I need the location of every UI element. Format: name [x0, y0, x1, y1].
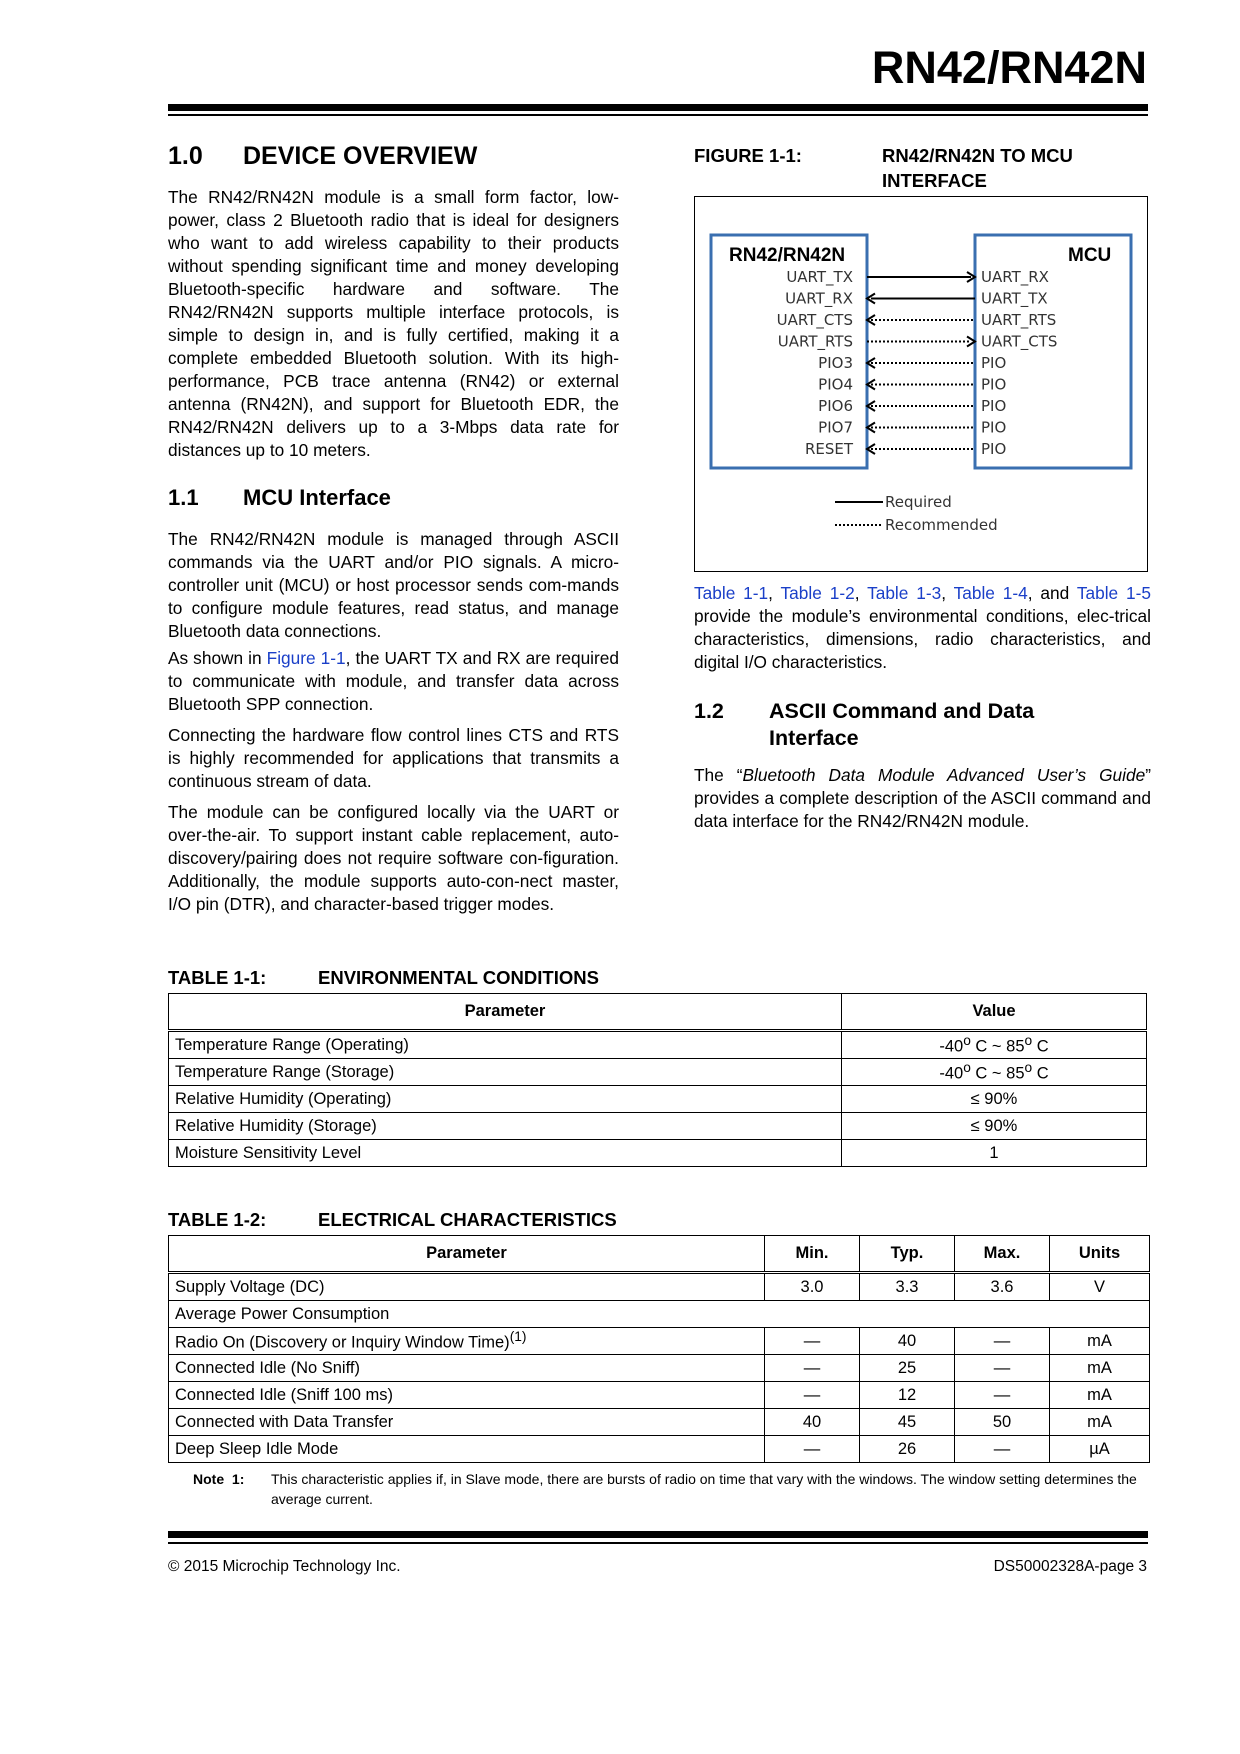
rn42-pin-label: PIO6 — [818, 397, 853, 415]
value-cell — [842, 1059, 1147, 1086]
header-rule-thin — [168, 114, 1148, 116]
figure-1-1-diagram — [694, 196, 1148, 572]
min-cell: — — [765, 1355, 860, 1382]
guide-title: Bluetooth Data Module Advanced User’s Guide — [742, 765, 1146, 785]
temp-unit: C — [1032, 1037, 1049, 1056]
interface-diagram — [695, 197, 1147, 571]
table-row — [169, 1301, 1150, 1328]
table-row — [169, 1113, 1147, 1140]
degree: o — [963, 1033, 971, 1049]
rn42-pin-label: PIO7 — [818, 418, 853, 437]
table-row — [169, 1436, 1150, 1463]
table-row — [169, 1409, 1150, 1436]
section-1-2-body — [694, 764, 1151, 833]
degree: o — [963, 1060, 971, 1076]
footer-copyright: © 2015 Microchip Technology Inc. — [168, 1558, 401, 1575]
rn42-pin-label: RESET — [804, 440, 853, 458]
section-1-1-heading — [168, 485, 391, 511]
table-1-5-link-a: Table 1- — [1076, 583, 1142, 603]
table-1-3-link[interactable]: Table 1-3 — [867, 583, 942, 603]
table-row — [169, 1086, 1147, 1113]
param-cell: Supply Voltage (DC) — [169, 1273, 765, 1301]
section-title: DEVICE OVERVIEW — [243, 142, 478, 170]
legend-recommended: Recommended — [885, 516, 998, 534]
body-text: The “ — [694, 765, 743, 785]
table-1-1-label: TABLE 1-1: — [168, 967, 267, 988]
mcu-pin-labels — [981, 268, 1057, 458]
header-max: Max. — [955, 1236, 1050, 1273]
footer-rule-thick — [168, 1531, 1148, 1538]
max-cell: — — [955, 1355, 1050, 1382]
table-header-row — [169, 994, 1147, 1031]
value-cell: ≤ 90% — [842, 1113, 1147, 1140]
table-1-4-link[interactable]: Table 1-4 — [953, 583, 1028, 603]
param-text: Radio On (Discovery or Inquiry Window Time) — [175, 1333, 510, 1352]
max-cell: 50 — [955, 1409, 1050, 1436]
mcu-pin-label: UART_RX — [981, 268, 1049, 286]
mcu-pin-label: PIO — [981, 397, 1007, 415]
section-title-line2: Interface — [769, 726, 859, 750]
rn42-block-title: RN42/RN42N — [729, 245, 846, 266]
electrical-characteristics-table — [168, 1235, 1150, 1463]
typ-cell: 26 — [860, 1436, 955, 1463]
table-1-2-label: TABLE 1-2: — [168, 1209, 267, 1230]
section-number: 1.0 — [168, 142, 203, 170]
min-cell: — — [765, 1328, 860, 1355]
mcu-pin-label: PIO — [981, 375, 1007, 394]
param-cell: Temperature Range (Operating) — [169, 1031, 842, 1059]
table-header-row — [169, 1236, 1150, 1273]
max-cell: — — [955, 1328, 1050, 1355]
max-cell: — — [955, 1436, 1050, 1463]
header-typ: Typ. — [860, 1236, 955, 1273]
typ-cell: 12 — [860, 1382, 955, 1409]
degree: o — [1024, 1033, 1033, 1049]
param-cell: Connected with Data Transfer — [169, 1409, 765, 1436]
note-text: This characteristic applies if, in Slave mode, there are bursts of radio on time that vary with the windows. The window setting determines the average current. — [271, 1471, 1137, 1507]
legend-required: Required — [885, 493, 952, 511]
reference-text: provide the module’s environmental conditions, elec-trical characteristics, dimensions, radio characteristics, and digital I/O characteristics. — [694, 606, 1151, 672]
param-cell: Deep Sleep Idle Mode — [169, 1436, 765, 1463]
units-cell: mA — [1050, 1328, 1150, 1355]
param-cell: Relative Humidity (Operating) — [169, 1086, 842, 1113]
mcu-pin-label: PIO — [981, 440, 1007, 458]
param-cell — [169, 1328, 765, 1355]
p2-text: As shown in — [168, 648, 267, 668]
p2-text-after: , the UART TX and RX are required to communicate with module, and transfer data across Bluetooth SPP connection. — [168, 648, 619, 714]
rn42-pin-label: UART_RX — [785, 289, 853, 308]
table-row — [169, 1382, 1150, 1409]
header-min: Min. — [765, 1236, 860, 1273]
footer-page-number: DS50002328A-page 3 — [993, 1558, 1147, 1575]
mcu-block-title: MCU — [1068, 245, 1112, 266]
degree: o — [1024, 1060, 1033, 1076]
note-word: Note — [193, 1471, 225, 1487]
section-1-0-body: The RN42/RN42N module is a small form factor, low-power, class 2 Bluetooth radio that is ideal for designers who want to add wireless capability to their products without spending significant time and money developing Bluetooth-specific hardware and software. The RN42/RN42N supports multiple interface protocols, is simple to design in, and is fully certified, making it a complete embedded Bluetooth solution. With its high-performance, PCB trace antenna (RN42) or external antenna (RN42N), and support for Bluetooth EDR, the RN42/RN42N delivers up to a 3-Mbps data rate for distances up to 10 meters. — [168, 187, 619, 460]
note-number: 1: — [231, 1471, 245, 1487]
table-row — [169, 1328, 1150, 1355]
units-cell: mA — [1050, 1355, 1150, 1382]
header-parameter: Parameter — [169, 1236, 765, 1273]
param-cell: Connected Idle (Sniff 100 ms) — [169, 1382, 765, 1409]
min-cell: 40 — [765, 1409, 860, 1436]
value-cell — [842, 1031, 1147, 1059]
table-row — [169, 1273, 1150, 1301]
value-cell: ≤ 90% — [842, 1086, 1147, 1113]
table-row — [169, 1059, 1147, 1086]
tables-reference-paragraph: Table 1-1, Table 1-2, Table 1-3, Table 1-4, and Table 1-5 provide the module’s environmental conditions, elec-trical characteristics, dimensions, radio characteristics, and digital I/O characteristics. — [694, 583, 1152, 672]
section-title-line1: ASCII Command and Data — [769, 699, 1035, 723]
section-number: 1.2 — [694, 699, 724, 723]
temp-min: -40 — [939, 1064, 964, 1083]
rn42-pin-label: UART_RTS — [777, 332, 853, 351]
section-1-1-p4: The module can be configured locally via the UART or over-the-air. To support instant cable replacement, auto-discovery/pairing does not require software con-figuration. Additionally, the module supports auto-con-nect master, I/O pin (DTR), and character-based trigger modes. — [168, 802, 619, 914]
table-1-2-link[interactable]: Table 1-2 — [780, 583, 855, 603]
units-cell: mA — [1050, 1382, 1150, 1409]
max-cell: — — [955, 1382, 1050, 1409]
value-cell: 1 — [842, 1140, 1147, 1167]
figure-title — [882, 143, 1073, 193]
temp-mid: C ~ 85 — [970, 1064, 1025, 1083]
temp-mid: C ~ 85 — [970, 1037, 1025, 1056]
param-cell: Moisture Sensitivity Level — [169, 1140, 842, 1167]
section-1-0-heading — [168, 142, 477, 171]
param-cell: Temperature Range (Storage) — [169, 1059, 842, 1086]
table-1-5-link[interactable] — [1077, 583, 1151, 603]
section-number: 1.1 — [168, 485, 199, 510]
table-1-5-link-b: 5 — [1141, 583, 1152, 603]
mcu-pin-label: PIO — [981, 354, 1007, 372]
table-row — [169, 1140, 1147, 1167]
param-cell: Relative Humidity (Storage) — [169, 1113, 842, 1140]
figure-title-line1: RN42/RN42N TO MCU — [882, 145, 1073, 166]
typ-cell: 25 — [860, 1355, 955, 1382]
min-cell: — — [765, 1382, 860, 1409]
typ-cell: 45 — [860, 1409, 955, 1436]
note-label — [193, 1469, 244, 1489]
section-1-2-heading — [694, 698, 1034, 752]
header-parameter: Parameter — [169, 994, 842, 1031]
units-cell: V — [1050, 1273, 1150, 1301]
section-1-1-p2 — [168, 647, 619, 716]
temp-min: -40 — [939, 1037, 964, 1056]
rn42-pin-label: UART_CTS — [776, 311, 853, 329]
section-1-1-p1: The RN42/RN42N module is managed through ASCII commands via the UART and/or PIO signals. A micro-controller unit (MCU) or host processor sends com-mands to configure module features, read status, and manage Bluetooth data connections. — [168, 529, 619, 641]
figure-label: FIGURE 1-1: — [694, 145, 802, 166]
rn42-pin-label: PIO4 — [818, 375, 853, 394]
mcu-pin-label: UART_RTS — [981, 311, 1057, 329]
typ-cell: 3.3 — [860, 1273, 955, 1301]
table-1-1-title: ENVIRONMENTAL CONDITIONS — [318, 967, 599, 988]
table-row — [169, 1031, 1147, 1059]
param-cell: Connected Idle (No Sniff) — [169, 1355, 765, 1382]
min-cell: 3.0 — [765, 1273, 860, 1301]
section-title: MCU Interface — [243, 485, 391, 510]
table-row — [169, 1355, 1150, 1382]
connection-lines — [867, 272, 975, 454]
mcu-pin-label: PIO — [981, 418, 1007, 437]
footnote-ref: (1) — [509, 1329, 527, 1345]
figure-title-line2: INTERFACE — [882, 170, 987, 191]
footer-rule-thin — [168, 1542, 1148, 1544]
document-title: RN42/RN42N — [871, 42, 1147, 93]
mcu-pin-label: UART_TX — [981, 289, 1048, 308]
table-1-2-title: ELECTRICAL CHARACTERISTICS — [318, 1209, 617, 1230]
rn42-pin-label: UART_TX — [786, 268, 853, 286]
units-cell: mA — [1050, 1409, 1150, 1436]
figure-1-1-link[interactable]: Figure 1-1 — [266, 648, 346, 668]
table-1-1-link[interactable]: Table 1-1 — [694, 583, 769, 603]
environmental-conditions-table — [168, 993, 1147, 1167]
temp-unit: C — [1032, 1064, 1049, 1083]
section-1-1-p3: Connecting the hardware flow control lines CTS and RTS is highly recommended for applications that transmits a continuous stream of data. — [168, 725, 619, 791]
body-text-after: ” provides a complete description of the ASCII command and data interface for the RN42/RN42N module. — [694, 765, 1151, 831]
rn42-pin-label: PIO3 — [818, 354, 853, 372]
min-cell: — — [765, 1436, 860, 1463]
max-cell: 3.6 — [955, 1273, 1050, 1301]
and-text: , and — [1027, 583, 1077, 603]
header-units: Units — [1050, 1236, 1150, 1273]
rn42-pin-labels — [777, 268, 854, 458]
header-value: Value — [842, 994, 1147, 1031]
header-rule-thick — [168, 104, 1148, 111]
group-cell: Average Power Consumption — [169, 1301, 1150, 1328]
mcu-pin-label: UART_CTS — [981, 332, 1058, 351]
units-cell: µA — [1050, 1436, 1150, 1463]
typ-cell: 40 — [860, 1328, 955, 1355]
